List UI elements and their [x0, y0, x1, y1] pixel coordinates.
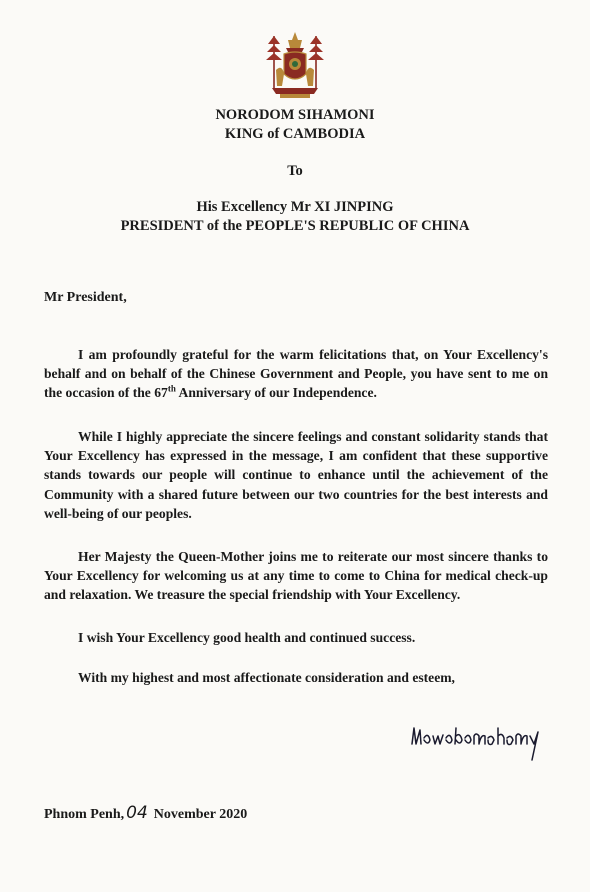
paragraph-3: Her Majesty the Queen-Mother joins me to reiterate our most sincere thanks to Your Excellency for welcoming us at any time to come to China for medical check-up and relaxation. We treasure the special friendship with Your Excellency.	[44, 549, 548, 603]
paragraph-5: With my highest and most affectionate consideration and esteem,	[78, 670, 455, 685]
month-year: November 2020	[153, 807, 248, 822]
handwritten-day: 04	[126, 803, 148, 823]
ordinal-suffix: th	[167, 383, 176, 394]
recipient-name: His Excellency Mr XI JINPING	[196, 199, 394, 215]
recipient-title: PRESIDENT of the PEOPLE'S REPUBLIC OF CHINA	[120, 218, 470, 234]
salutation: Mr President,	[44, 290, 127, 305]
royal-coat-of-arms-icon	[262, 30, 328, 100]
paragraph-1-text: I am profoundly grateful for the warm felicitations that, on Your Excellency's behalf and on behalf of the Chinese Government and People, you have sent to me on the occasion of the 67	[44, 347, 548, 401]
sender-title: KING of CAMBODIA	[224, 126, 366, 142]
paragraph-1	[44, 345, 548, 403]
sender-name: NORODOM SIHAMONI	[215, 107, 375, 123]
paragraph-4: I wish Your Excellency good health and continued success.	[78, 630, 416, 645]
to-label: To	[287, 163, 303, 179]
place-label: Phnom Penh,	[44, 807, 125, 822]
paragraph-2: While I highly appreciate the sincere feelings and constant solidarity stands that Your Excellency has expressed in the message, I am confident that these supportive stands towards our people will continue to enhance until the achievement of the Community with a shared future between our two countries for the best interests and well-being of our peoples.	[44, 429, 548, 521]
paragraph-1-end: Anniversary of our Independence.	[175, 385, 377, 401]
handwritten-signature-icon	[408, 718, 548, 762]
dateline	[44, 803, 247, 823]
